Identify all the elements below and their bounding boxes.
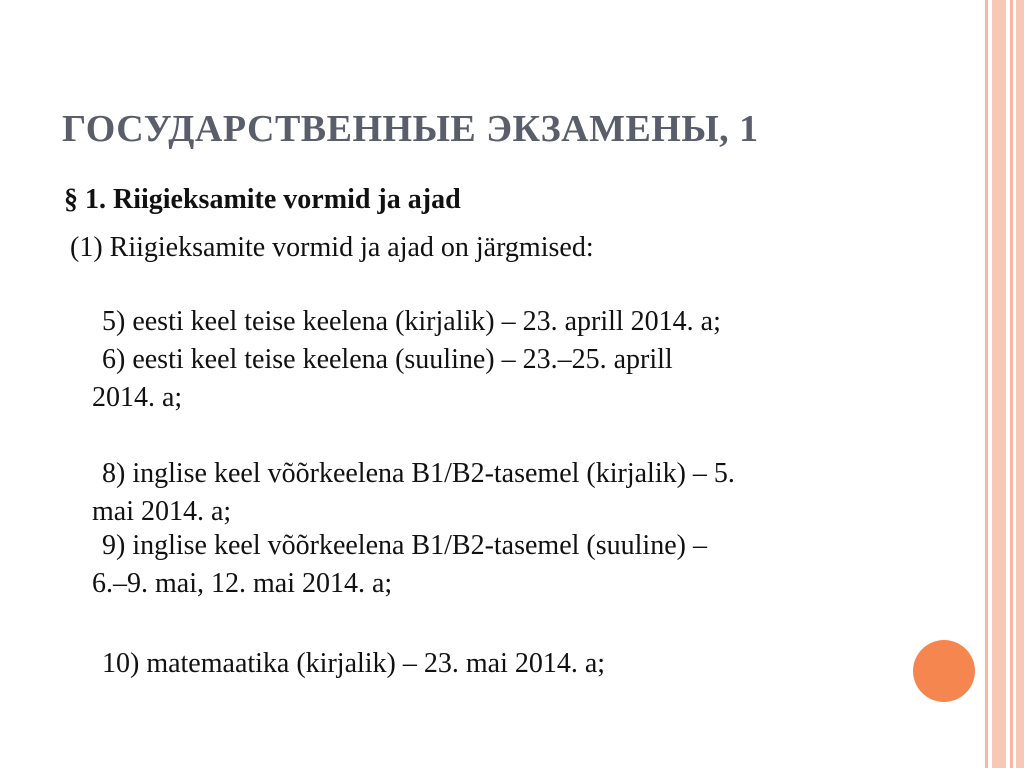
list-item-line: 9) inglise keel võõrkeelena B1/B2-tasemel (suuline) – — [102, 530, 707, 561]
list-item-line: 8) inglise keel võõrkeelena B1/B2-tasemel (kirjalik) – 5. — [102, 458, 735, 489]
list-item-line: mai 2014. a; — [92, 496, 232, 527]
list-item — [92, 303, 882, 341]
list-item-line: 6) eesti keel teise keelena (suuline) – 23.–25. aprill — [102, 344, 673, 375]
decorative-circle — [913, 640, 975, 702]
section-heading: § 1. Riigieksamite vormid ja ajad — [64, 184, 461, 215]
list-item-line: 6.–9. mai, 12. mai 2014. a; — [92, 568, 393, 599]
list-item-line: 10) matemaatika (kirjalik) – 23. mai 2014. a; — [102, 648, 606, 679]
list-item — [92, 341, 882, 417]
list-item — [92, 527, 882, 603]
intro-text: (1) Riigieksamite vormid ja ajad on järgmised: — [70, 232, 594, 263]
list-item-line: 5) eesti keel teise keelena (kirjalik) – 23. aprill 2014. a; — [102, 306, 721, 337]
list-item — [92, 645, 882, 683]
list-item-line: 2014. a; — [92, 382, 183, 413]
list-item — [92, 455, 882, 531]
decorative-border — [980, 0, 1024, 768]
slide-title: ГОСУДАРСТВЕННЫЕ ЭКЗАМЕНЫ, 1 — [62, 108, 759, 150]
